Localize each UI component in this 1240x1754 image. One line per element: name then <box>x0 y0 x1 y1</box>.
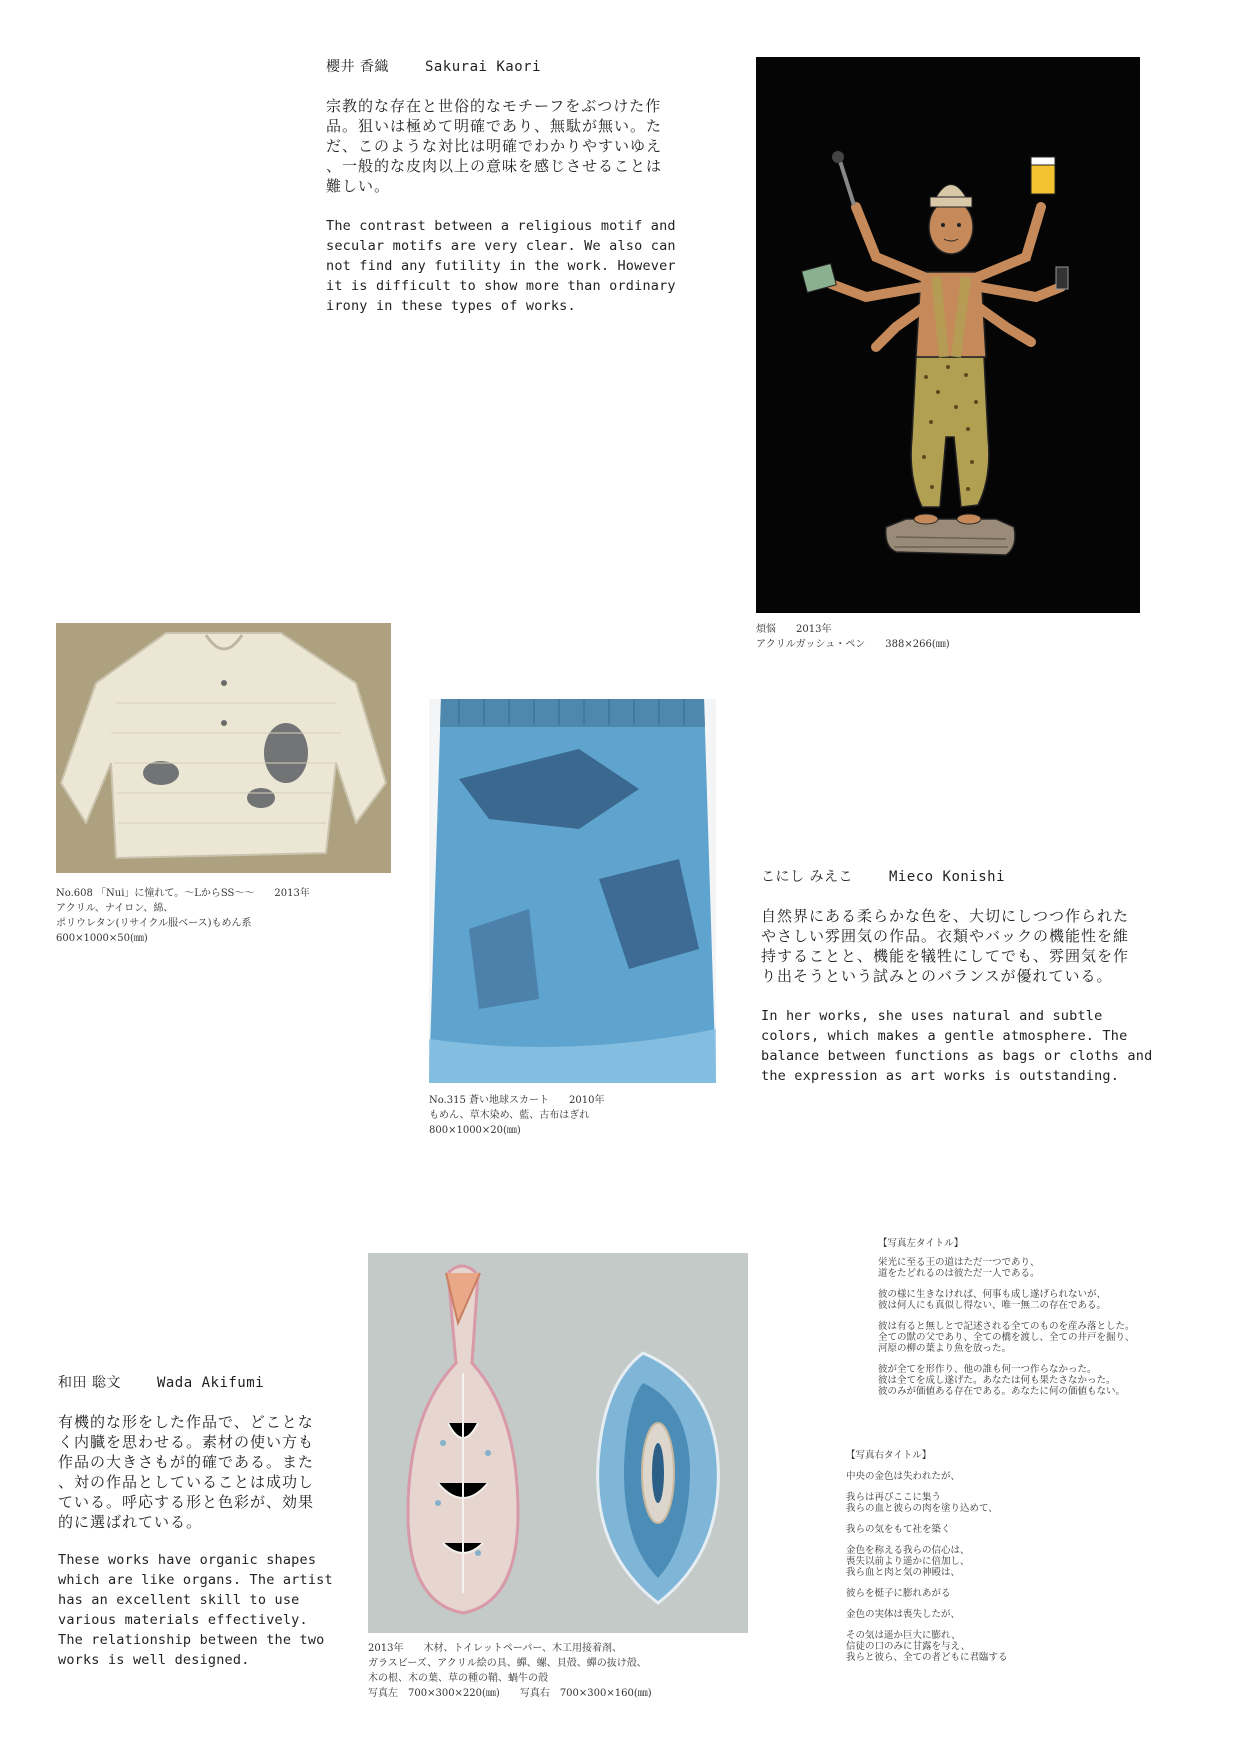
description-line: These works have organic shapes <box>58 1552 317 1568</box>
description-line: 、対の作品としていることは成功し <box>58 1473 315 1491</box>
caption-line: 煩悩 2013年 <box>756 624 832 635</box>
description-line: which are like organs. The artist <box>58 1572 333 1588</box>
wada-artwork-image <box>368 1253 748 1633</box>
description-line: 、一般的な皮肉以上の意味を感じさせることは <box>326 157 663 175</box>
artist-name-jp: 和田 聡文 <box>58 1375 121 1391</box>
caption-line: 2013年 木材、トイレットペーパー、木工用接着剤、 <box>368 1643 622 1654</box>
artist-name-wada <box>58 1372 264 1392</box>
sakurai-caption <box>756 622 950 652</box>
poem-left-title: 【写真左タイトル】 <box>878 1238 964 1249</box>
poem-line: 彼は有ると無しとで記述される全てのものを産み落とした。 <box>878 1321 1135 1332</box>
description-line: 品。狙いは極めて明確であり、無駄が無い。た <box>326 117 663 135</box>
poem-line: 彼らを梃子に膨れあがる <box>846 1588 951 1599</box>
poem-line: 金色を称える我らの信心は、 <box>846 1545 970 1556</box>
poem-line: その気は遥か巨大に膨れ、 <box>846 1630 961 1641</box>
poem-line: 金色の実体は喪失したが、 <box>846 1609 961 1620</box>
poem-line: 我らは再びここに集う <box>846 1492 942 1503</box>
artist-name-en: Sakurai Kaori <box>424 59 542 75</box>
poem-line: 彼が全てを形作り、他の誰も何一つ作らなかった。 <box>878 1364 1097 1375</box>
description-line: 作品の大きさもが的確である。また <box>58 1453 315 1471</box>
poem-line: 彼は何人にも真似し得ない、唯一無二の存在である。 <box>878 1300 1107 1311</box>
description-line: The contrast between a religious motif and <box>326 218 676 234</box>
description-line: works is well designed. <box>58 1652 250 1668</box>
artist-name-konishi <box>761 866 1005 886</box>
poem-line: 彼の様に生きなければ、何事も成し遂げられないが、 <box>878 1289 1107 1300</box>
konishi-caption-left <box>56 886 310 946</box>
poem-stanza <box>846 1545 1166 1578</box>
description-line: the expression as art works is outstanding. <box>761 1068 1120 1084</box>
description-line: it is difficult to show more than ordinary <box>326 278 676 294</box>
description-line: く内臓を思わせる。素材の使い方も <box>58 1433 315 1451</box>
knitted-jacket-photo <box>56 623 391 873</box>
blue-skirt-photo <box>429 699 716 1083</box>
poem-line: 全ての獣の父であり、全ての橋を渡し、全ての井戸を掘り、 <box>878 1332 1135 1343</box>
wada-description-jp <box>58 1412 348 1532</box>
caption-line: ポリウレタン(リサイクル服ベース)もめん系 <box>56 918 252 929</box>
poem-left <box>878 1238 1198 1397</box>
poem-right-title: 【写真右タイトル】 <box>846 1450 932 1461</box>
poem-right <box>846 1450 1166 1663</box>
description-line: 有機的な形をした作品で、どことな <box>58 1413 314 1431</box>
poem-stanza <box>846 1492 1166 1514</box>
description-line: 難しい。 <box>326 177 391 195</box>
artist-name-sakurai <box>326 56 541 76</box>
organic-sculptures-photo <box>368 1253 748 1633</box>
description-line: colors, which makes a gentle atmosphere. The <box>761 1028 1128 1044</box>
description-line: 自然界にある柔らかな色を、大切にしつつ作られた <box>761 907 1130 925</box>
caption-line: 写真左 700×300×220(㎜) 写真右 700×300×160(㎜) <box>368 1688 652 1699</box>
description-line: だ、このような対比は明確でわかりやすいゆえ <box>326 137 663 155</box>
poem-line: 栄光に至る王の道はただ一つであり、 <box>878 1257 1040 1268</box>
poem-right-body <box>846 1471 1166 1663</box>
wada-caption <box>368 1641 652 1701</box>
konishi-skirt-image <box>429 699 716 1083</box>
konishi-description-en <box>761 1006 1161 1086</box>
konishi-jacket-image <box>56 623 391 873</box>
sakurai-description-jp <box>326 96 686 196</box>
poem-line: 我らの血と彼らの肉を塗り込めて、 <box>846 1503 998 1514</box>
poem-line: 喪失以前より遥かに倍加し、 <box>846 1556 970 1567</box>
wada-description-en <box>58 1550 348 1670</box>
poem-stanza <box>878 1257 1198 1279</box>
poem-line: 中央の金色は失われたが、 <box>846 1471 961 1482</box>
artist-name-jp: こにし みえこ <box>761 869 853 885</box>
poem-stanza <box>846 1588 1166 1599</box>
poem-line: 彼のみが価値ある存在である。あなたに何の価値もない。 <box>878 1386 1126 1397</box>
caption-line: No.608 「Nui」に憧れて。～LからSS～～ 2013年 <box>56 888 310 899</box>
caption-line: No.315 蒼い地球スカート 2010年 <box>429 1095 605 1106</box>
description-line: ている。呼応する形と色彩が、効果 <box>58 1493 315 1511</box>
konishi-caption-right <box>429 1093 605 1138</box>
poem-line: 道をたどれるのは彼ただ一人である。 <box>878 1268 1040 1279</box>
poem-line: 信徒の口のみに甘露を与え、 <box>846 1641 971 1652</box>
poem-stanza <box>846 1471 1166 1482</box>
description-line: り出そうという試みとのバランスが優れている。 <box>761 967 1113 985</box>
description-line: has an excellent skill to use <box>58 1592 300 1608</box>
poem-line: 我らの気をもて社を築く <box>846 1524 951 1535</box>
artist-name-en: Wada Akifumi <box>156 1375 265 1391</box>
poem-line: 我らと彼ら、全ての者どもに君臨する <box>846 1652 1008 1663</box>
description-line: various materials effectively. <box>58 1612 308 1628</box>
poem-stanza <box>878 1364 1198 1397</box>
description-line: The relationship between the two <box>58 1632 325 1648</box>
description-line: In her works, she uses natural and subtle <box>761 1008 1103 1024</box>
description-line: 的に選ばれている。 <box>58 1513 203 1531</box>
multi-armed-figure-illustration <box>756 57 1140 613</box>
poem-line: 彼は全てを成し遂げた。あなたは何も果たさなかった。 <box>878 1375 1116 1386</box>
caption-line: 600×1000×50(㎜) <box>56 933 148 944</box>
poem-stanza <box>846 1609 1166 1620</box>
poem-stanza <box>878 1321 1198 1354</box>
description-line: irony in these types of works. <box>326 298 576 314</box>
konishi-description-jp <box>761 906 1161 986</box>
caption-line: 木の根、木の葉、草の種の鞘、蝸牛の殻 <box>368 1673 548 1684</box>
poem-stanza <box>846 1630 1166 1663</box>
description-line: やさしい雰囲気の作品。衣類やバックの機能性を維 <box>761 927 1130 945</box>
caption-line: もめん、草木染め、藍、古布はぎれ <box>429 1110 590 1121</box>
description-line: 持することと、機能を犠牲にしてでも、雰囲気を作 <box>761 947 1130 965</box>
caption-line: アクリル、ナイロン、綿、 <box>56 903 174 914</box>
poem-line: 我ら血と肉と気の神殿は、 <box>846 1567 961 1578</box>
poem-line: 河原の柳の葉より魚を放った。 <box>878 1343 1012 1354</box>
poem-left-body <box>878 1257 1198 1397</box>
description-line: not find any futility in the work. However <box>326 258 676 274</box>
sakurai-artwork-image <box>756 57 1140 613</box>
description-line: secular motifs are very clear. We also can <box>326 238 676 254</box>
poem-stanza <box>846 1524 1166 1535</box>
caption-line: 800×1000×20(㎜) <box>429 1125 521 1136</box>
caption-line: アクリルガッシュ・ペン 388×266(㎜) <box>756 639 950 650</box>
description-line: balance between functions as bags or cloths and <box>761 1048 1153 1064</box>
poem-stanza <box>878 1289 1198 1311</box>
artist-name-jp: 櫻井 香織 <box>326 59 389 75</box>
artist-name-en: Mieco Konishi <box>888 869 1006 885</box>
sakurai-description-en <box>326 216 686 316</box>
description-line: 宗教的な存在と世俗的なモチーフをぶつけた作 <box>326 97 662 115</box>
caption-line: ガラスビーズ、アクリル絵の具、蟬、螺、貝殻、蟬の抜け殻、 <box>368 1658 647 1669</box>
